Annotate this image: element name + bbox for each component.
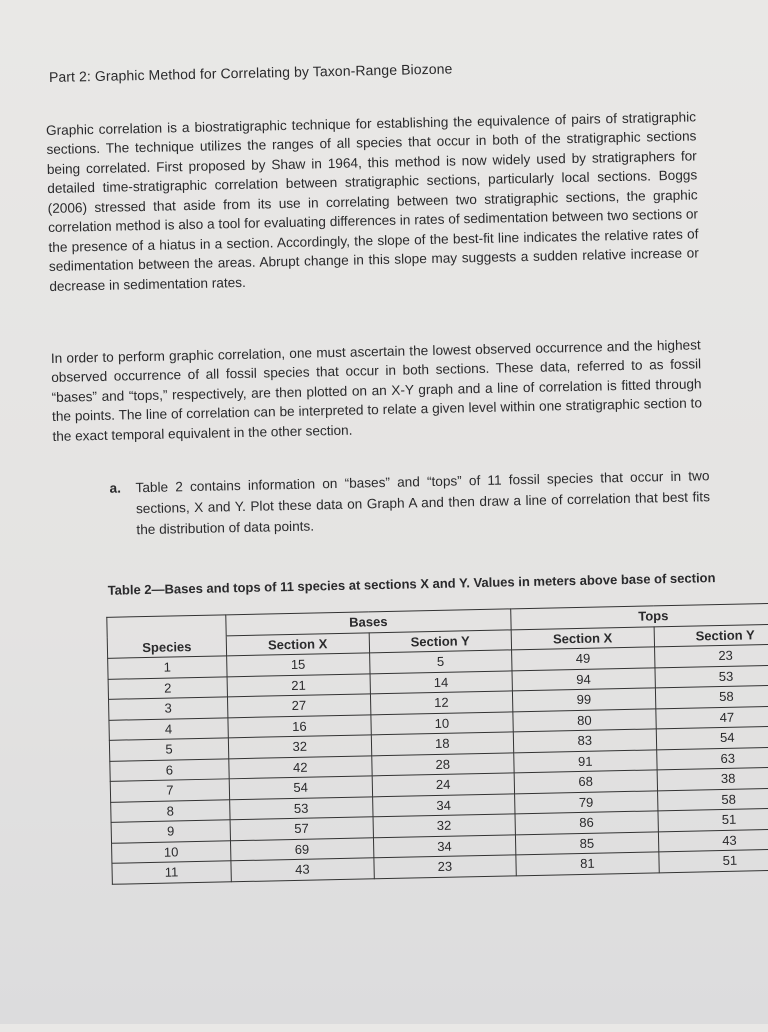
cell-bases-section-y: 14 (370, 670, 513, 693)
cell-species: 2 (108, 676, 227, 699)
cell-bases-section-y: 12 (370, 691, 513, 714)
column-header-tops-section-y: Section Y (654, 623, 768, 646)
cell-tops-section-x: 99 (512, 688, 655, 711)
cell-species: 5 (109, 738, 228, 761)
cell-bases-section-y: 34 (373, 834, 516, 857)
cell-tops-section-y: 54 (656, 726, 768, 749)
cell-species: 6 (110, 758, 229, 781)
column-header-tops-section-x: Section X (511, 626, 654, 649)
bases-tops-table (106, 602, 768, 884)
cell-tops-section-x: 49 (511, 647, 654, 670)
cell-bases-section-x: 32 (228, 735, 371, 758)
cell-species: 7 (110, 779, 229, 802)
cell-bases-section-x: 16 (228, 714, 371, 737)
cell-bases-section-x: 15 (226, 653, 369, 676)
cell-tops-section-x: 80 (513, 708, 656, 731)
cell-bases-section-y: 10 (371, 711, 514, 734)
cell-tops-section-x: 68 (514, 770, 657, 793)
column-header-bases-section-y: Section Y (369, 629, 512, 652)
paragraph-graphic-correlation: Graphic correlation is a biostratigraphic technique for establishing the equivalence of pairs of stratigraphic sections. The technique utilizes the ranges of all species that occur in both of the stratigraphic sections being correlated. First proposed by Shaw in 1964, this method is now widely used by stratigraphers for detailed time-stratigraphic correlation between stratigraphic sections, particularly local sections. Boggs (2006) stressed that aside from its use in correlating between two stratigraphic sections, the graphic correlation method is also a tool for evaluating differences in rates of sedimentation between two sections or the presence of a hiatus in a section. Accordingly, the slope of the best-fit line indicates the relative rates of sedimentation between the areas. Abrupt change in this slope may suggests a sudden relative increase or decrease in sedimentation rates. (45, 108, 699, 294)
exercise-item-a (109, 465, 710, 541)
cell-species: 4 (109, 717, 228, 740)
cell-species: 8 (111, 799, 230, 822)
cell-tops-section-x: 79 (514, 790, 657, 813)
cell-bases-section-x: 54 (229, 776, 372, 799)
group-header-bases: Bases (226, 609, 511, 635)
section-heading: Part 2: Graphic Method for Correlating by Taxon-Range Biozone (48, 60, 453, 85)
table-caption: Table 2—Bases and tops of 11 species at sections X and Y. Values in meters above base of section (107, 570, 716, 598)
cell-tops-section-y: 53 (655, 664, 768, 687)
cell-bases-section-x: 69 (230, 837, 373, 860)
cell-species: 3 (109, 697, 228, 720)
item-marker: a. (109, 480, 122, 496)
cell-tops-section-x: 91 (514, 749, 657, 772)
column-header-bases-section-x: Section X (226, 632, 369, 655)
cell-bases-section-x: 21 (227, 673, 370, 696)
item-text: Table 2 contains information on “bases” and “tops” of 11 fossil species that occur in two sections, X and Y. Plot these data on Graph A and then draw a line of correlation that best fits the distribution of data points. (135, 468, 711, 538)
cell-tops-section-y: 51 (658, 808, 768, 831)
cell-tops-section-y: 23 (654, 644, 768, 667)
cell-bases-section-x: 43 (231, 858, 374, 881)
cell-bases-section-y: 18 (371, 732, 514, 755)
cell-bases-section-y: 32 (373, 814, 516, 837)
cell-tops-section-y: 43 (658, 828, 768, 851)
group-header-tops: Tops (511, 603, 768, 629)
cell-species: 10 (112, 840, 231, 863)
cell-tops-section-x: 86 (515, 811, 658, 834)
cell-bases-section-y: 34 (372, 793, 515, 816)
cell-tops-section-x: 81 (516, 852, 659, 875)
cell-species: 11 (112, 861, 231, 884)
cell-bases-section-y: 5 (369, 650, 512, 673)
cell-tops-section-x: 85 (515, 831, 658, 854)
table-corner-cell (107, 615, 226, 638)
cell-tops-section-x: 83 (513, 729, 656, 752)
cell-tops-section-y: 58 (657, 787, 768, 810)
paragraph-procedure: In order to perform graphic correlation, one must ascertain the lowest observed occurrence and the highest observed occurrence of all fossil species that occur in both sections. These data, referred to as fossil “bases” and “tops,” respectively, are then plotted on an X-Y graph and a line of correlation is fitted through the points. The line of correlation can be interpreted to relate a given level within one stratigraphic section to the exact temporal equivalent in the other section. (50, 336, 703, 444)
cell-bases-section-x: 53 (230, 796, 373, 819)
cell-tops-section-y: 38 (657, 767, 768, 790)
column-header-species: Species (107, 635, 226, 658)
cell-bases-section-x: 42 (229, 755, 372, 778)
cell-bases-section-x: 27 (227, 694, 370, 717)
cell-species: 1 (108, 656, 227, 679)
cell-bases-section-x: 57 (230, 817, 373, 840)
cell-bases-section-y: 28 (371, 752, 514, 775)
cell-tops-section-x: 94 (512, 667, 655, 690)
cell-tops-section-y: 51 (659, 849, 768, 872)
cell-tops-section-y: 58 (655, 685, 768, 708)
cell-species: 9 (111, 820, 230, 843)
cell-tops-section-y: 47 (656, 705, 768, 728)
cell-bases-section-y: 24 (372, 773, 515, 796)
cell-tops-section-y: 63 (656, 746, 768, 769)
cell-bases-section-y: 23 (374, 855, 517, 878)
